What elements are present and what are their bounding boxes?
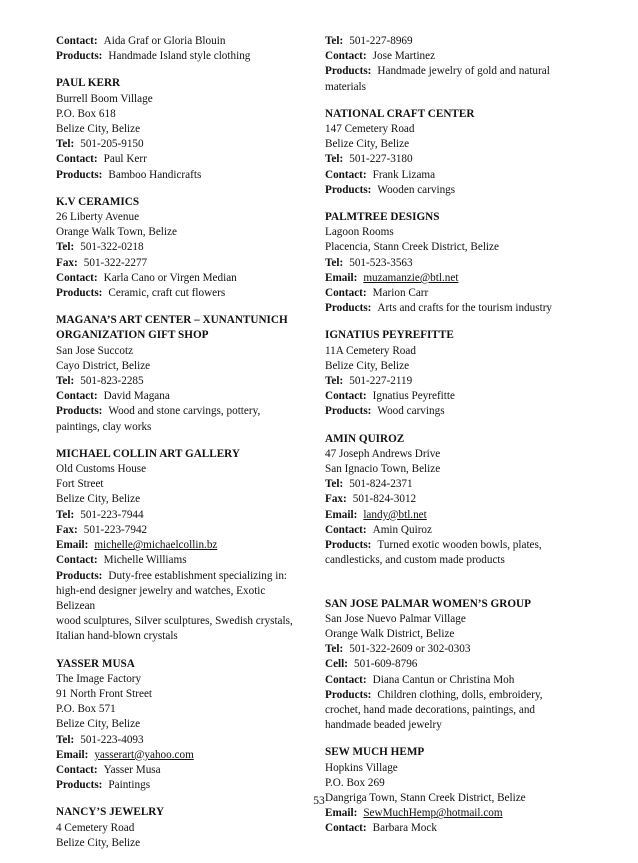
contact-value: Jose Martinez	[372, 50, 436, 63]
email-line	[56, 748, 306, 763]
products-line	[325, 183, 583, 198]
products-line	[56, 404, 306, 419]
address-line: 91 North Front Street	[56, 687, 153, 700]
listing-ignatius-peyrefitte	[325, 328, 583, 419]
products-label: Products:	[325, 405, 372, 418]
contact-label: Contact:	[325, 168, 367, 181]
listing-san-jose-palmar	[325, 597, 583, 734]
contact-line	[56, 34, 306, 49]
products-value: Ceramic, craft cut flowers	[108, 287, 226, 300]
products-line	[325, 688, 583, 703]
listing-name: MICHAEL COLLIN ART GALLERY	[56, 447, 240, 460]
listing-magana	[56, 313, 306, 435]
products-label: Products:	[325, 539, 372, 552]
tel-label: Tel:	[56, 508, 75, 521]
listing-continued-right	[325, 34, 583, 95]
products-label: Products:	[56, 287, 103, 300]
products-label: Products:	[325, 302, 372, 315]
contact-value: Frank Lizama	[372, 168, 436, 181]
email-link[interactable]: muzamanzie@btl.net	[363, 271, 459, 284]
contact-label: Contact:	[56, 35, 98, 47]
contact-line	[56, 763, 306, 778]
products-value: Turned exotic wooden bowls, plates,	[377, 539, 542, 552]
address-line: The Image Factory	[56, 672, 142, 685]
email-line	[325, 271, 583, 286]
tel-value: 501-227-2119	[349, 375, 413, 388]
address-line: Dangriga Town, Stann Creek District, Belize	[325, 791, 526, 804]
products-value-cont: high-end designer jewelry and watches, Exotic Belizean	[56, 584, 266, 612]
tel-label: Tel:	[325, 375, 344, 388]
tel-label: Tel:	[325, 643, 344, 656]
contact-line	[325, 673, 583, 688]
products-line	[56, 286, 306, 301]
products-value: Wood carvings	[377, 405, 445, 418]
address-line: 26 Liberty Avenue	[56, 211, 140, 224]
products-label: Products:	[325, 65, 372, 78]
tel-value: 501-523-3563	[349, 256, 413, 269]
address-line: Orange Walk Town, Belize	[56, 226, 177, 239]
contact-line	[325, 49, 583, 64]
address-line: Fort Street	[56, 478, 104, 491]
contact-label: Contact:	[325, 523, 367, 536]
email-label: Email:	[56, 748, 89, 761]
tel-value: 501-223-4093	[80, 733, 144, 746]
listing-name: YASSER MUSA	[56, 657, 135, 670]
contact-value: Yasser Musa	[103, 763, 161, 776]
products-label: Products:	[56, 569, 103, 582]
address-line: Belize City, Belize	[56, 123, 141, 136]
listing-name: NANCY’S JEWELRY	[56, 806, 165, 819]
listing-palmtree-designs	[325, 210, 583, 316]
cell-value: 501-609-8796	[354, 658, 418, 671]
fax-line	[56, 256, 306, 271]
tel-value: 501-205-9150	[80, 138, 144, 151]
contact-label: Contact:	[325, 50, 367, 63]
contact-label: Contact:	[56, 763, 98, 776]
products-line	[56, 168, 306, 183]
tel-line	[325, 374, 583, 389]
contact-line	[56, 553, 306, 568]
contact-line	[56, 271, 306, 286]
listing-michael-collin	[56, 447, 306, 645]
contact-value: Michelle Williams	[103, 554, 187, 567]
contact-label: Contact:	[56, 390, 98, 403]
contact-line	[325, 286, 583, 301]
contact-line	[56, 389, 306, 404]
listing-name: PALMTREE DESIGNS	[325, 211, 440, 224]
contact-label: Contact:	[56, 153, 98, 166]
tel-value: 501-223-7944	[80, 508, 144, 521]
contact-line	[325, 821, 583, 836]
tel-value: 501-322-0218	[80, 241, 144, 254]
products-line	[56, 49, 306, 64]
contact-label: Contact:	[56, 271, 98, 284]
tel-line	[325, 34, 583, 49]
products-line	[56, 569, 306, 584]
tel-label: Tel:	[325, 478, 344, 491]
contact-line	[325, 168, 583, 183]
products-line	[325, 404, 583, 419]
products-value: Arts and crafts for the tourism industry	[377, 302, 553, 315]
products-value-cont: Italian hand-blown crystals	[56, 630, 178, 643]
tel-line	[56, 137, 306, 152]
listing-paul-kerr	[56, 76, 306, 182]
contact-value: Diana Cantun or Christina Moh	[372, 673, 515, 686]
tel-line	[56, 733, 306, 748]
address-line: San Jose Nuevo Palmar Village	[325, 612, 466, 625]
fax-line	[56, 523, 306, 538]
contact-label: Contact:	[325, 287, 367, 300]
address-line: Old Customs House	[56, 463, 147, 476]
page-number: 53	[313, 795, 325, 807]
contact-label: Contact:	[325, 673, 367, 686]
listing-name: PAUL KERR	[56, 77, 121, 90]
address-line: 4 Cemetery Road	[56, 821, 135, 834]
email-label: Email:	[325, 508, 358, 521]
contact-line	[325, 523, 583, 538]
email-line	[325, 508, 583, 523]
listing-kv-ceramics	[56, 195, 306, 301]
products-value-cont: crochet, hand made decorations, paintings, and	[325, 703, 536, 716]
tel-label: Tel:	[325, 256, 344, 269]
contact-label: Contact:	[325, 822, 367, 835]
listing-name: IGNATIUS PEYREFITTE	[325, 329, 454, 342]
tel-value: 501-227-3180	[349, 153, 413, 166]
address-line: Belize City, Belize	[56, 836, 141, 849]
tel-line	[325, 477, 583, 492]
listing-nancys-jewelry	[56, 805, 306, 851]
contact-line	[56, 152, 306, 167]
products-value: Children clothing, dolls, embroidery,	[377, 688, 543, 701]
fax-value: 501-322-2277	[83, 256, 148, 269]
contact-value: David Magana	[103, 390, 170, 403]
listing-amin-quiroz	[325, 432, 583, 569]
right-column	[325, 34, 583, 849]
listing-continued-left	[56, 34, 306, 64]
products-line	[325, 64, 583, 79]
address-line: Burrell Boom Village	[56, 92, 153, 105]
fax-label: Fax:	[56, 256, 78, 269]
cell-label: Cell:	[325, 658, 348, 671]
products-label: Products:	[56, 779, 103, 792]
products-value-cont: handmade beaded jewelry	[325, 719, 442, 732]
listing-name: SEW MUCH HEMP	[325, 746, 425, 759]
products-value: Wooden carvings	[377, 183, 456, 196]
address-line: P.O. Box 269	[325, 776, 385, 789]
products-label: Products:	[325, 688, 372, 701]
address-line: Belize City, Belize	[325, 359, 410, 372]
listing-yasser-musa	[56, 657, 306, 794]
products-value: Wood and stone carvings, pottery,	[108, 405, 261, 418]
tel-line	[325, 642, 583, 657]
tel-line	[56, 374, 306, 389]
address-line: 11A Cemetery Road	[325, 344, 416, 357]
email-link[interactable]: landy@btl.net	[363, 508, 427, 521]
address-line: 147 Cemetery Road	[325, 123, 415, 136]
address-line: San Ignacio Town, Belize	[325, 463, 441, 476]
contact-label: Contact:	[325, 390, 367, 403]
fax-label: Fax:	[56, 523, 78, 536]
address-line: Belize City, Belize	[56, 493, 141, 506]
address-line: P.O. Box 571	[56, 703, 116, 716]
products-value-cont: candlesticks, and custom made products	[325, 554, 505, 567]
tel-value: 501-227-8969	[349, 35, 413, 47]
address-line: 47 Joseph Andrews Drive	[325, 447, 441, 460]
products-value: Handmade jewelry of gold and natural	[377, 65, 550, 78]
listing-name: NATIONAL CRAFT CENTER	[325, 107, 475, 120]
tel-label: Tel:	[56, 138, 75, 151]
contact-value: Karla Cano or Virgen Median	[103, 271, 237, 284]
address-line: Placencia, Stann Creek District, Belize	[325, 241, 499, 254]
fax-label: Fax:	[325, 493, 347, 506]
tel-line	[56, 240, 306, 255]
contact-value: Paul Kerr	[103, 153, 147, 166]
address-line: Belize City, Belize	[325, 138, 410, 151]
products-value: Bamboo Handicrafts	[108, 168, 202, 181]
address-line: Hopkins Village	[325, 761, 398, 774]
contact-value: Barbara Mock	[372, 822, 437, 835]
address-line: Belize City, Belize	[56, 718, 141, 731]
tel-value: 501-322-2609 or 302-0303	[349, 643, 471, 656]
products-line	[325, 538, 583, 553]
listing-name: AMIN QUIROZ	[325, 432, 405, 445]
products-value: Paintings	[108, 779, 151, 792]
spacer	[325, 581, 583, 597]
contact-value: Marion Carr	[372, 287, 429, 300]
tel-label: Tel:	[325, 153, 344, 166]
address-line: P.O. Box 618	[56, 107, 116, 120]
tel-value: 501-824-2371	[349, 478, 413, 491]
listing-national-craft-center	[325, 107, 583, 198]
cell-line	[325, 657, 583, 672]
email-label: Email:	[325, 271, 358, 284]
fax-line	[325, 492, 583, 507]
tel-label: Tel:	[56, 733, 75, 746]
products-value-cont: paintings, clay works	[56, 420, 152, 433]
products-label: Products:	[56, 405, 103, 418]
email-label: Email:	[56, 539, 89, 552]
address-line: San Jose Succotz	[56, 344, 134, 357]
tel-line	[325, 256, 583, 271]
email-link[interactable]: michelle@michaelcollin.bz	[94, 539, 218, 552]
contact-line	[325, 389, 583, 404]
contact-label: Contact:	[56, 554, 98, 567]
email-line	[56, 538, 306, 553]
products-value: Duty-free establishment specializing in:	[108, 569, 288, 582]
products-line	[56, 778, 306, 793]
contact-value: Amin Quiroz	[372, 523, 432, 536]
address-line: Cayo District, Belize	[56, 359, 151, 372]
products-line	[325, 301, 583, 316]
tel-label: Tel:	[56, 375, 75, 388]
email-line	[325, 806, 583, 821]
products-label: Products:	[56, 50, 103, 63]
products-label: Products:	[325, 183, 372, 196]
contact-value: Ignatius Peyrefitte	[372, 390, 455, 403]
tel-label: Tel:	[325, 35, 344, 47]
listing-name: SAN JOSE PALMAR WOMEN’S GROUP	[325, 597, 531, 610]
tel-value: 501-823-2285	[80, 375, 144, 388]
products-value-cont: wood sculptures, Silver sculptures, Swedish crystals,	[56, 615, 293, 628]
products-value: Handmade Island style clothing	[108, 50, 251, 63]
email-label: Email:	[325, 807, 358, 820]
tel-line	[56, 508, 306, 523]
email-link[interactable]: yasserart@yahoo.com	[94, 748, 194, 761]
listing-name-cont: ORGANIZATION GIFT SHOP	[56, 329, 209, 342]
contact-value: Aida Graf or Gloria Blouin	[103, 35, 226, 47]
listing-name: K.V CERAMICS	[56, 195, 140, 208]
products-value-cont: materials	[325, 80, 367, 93]
address-line: Lagoon Rooms	[325, 226, 394, 239]
fax-value: 501-223-7942	[83, 523, 148, 536]
tel-line	[325, 152, 583, 167]
email-link[interactable]: SewMuchHemp@hotmail.com	[363, 807, 503, 820]
listing-name: MAGANA’S ART CENTER – XUNANTUNICH	[56, 314, 288, 327]
fax-value: 501-824-3012	[352, 493, 417, 506]
left-column	[56, 34, 306, 863]
products-label: Products:	[56, 168, 103, 181]
tel-label: Tel:	[56, 241, 75, 254]
listing-sew-much-hemp	[325, 745, 583, 836]
address-line: Orange Walk District, Belize	[325, 627, 455, 640]
